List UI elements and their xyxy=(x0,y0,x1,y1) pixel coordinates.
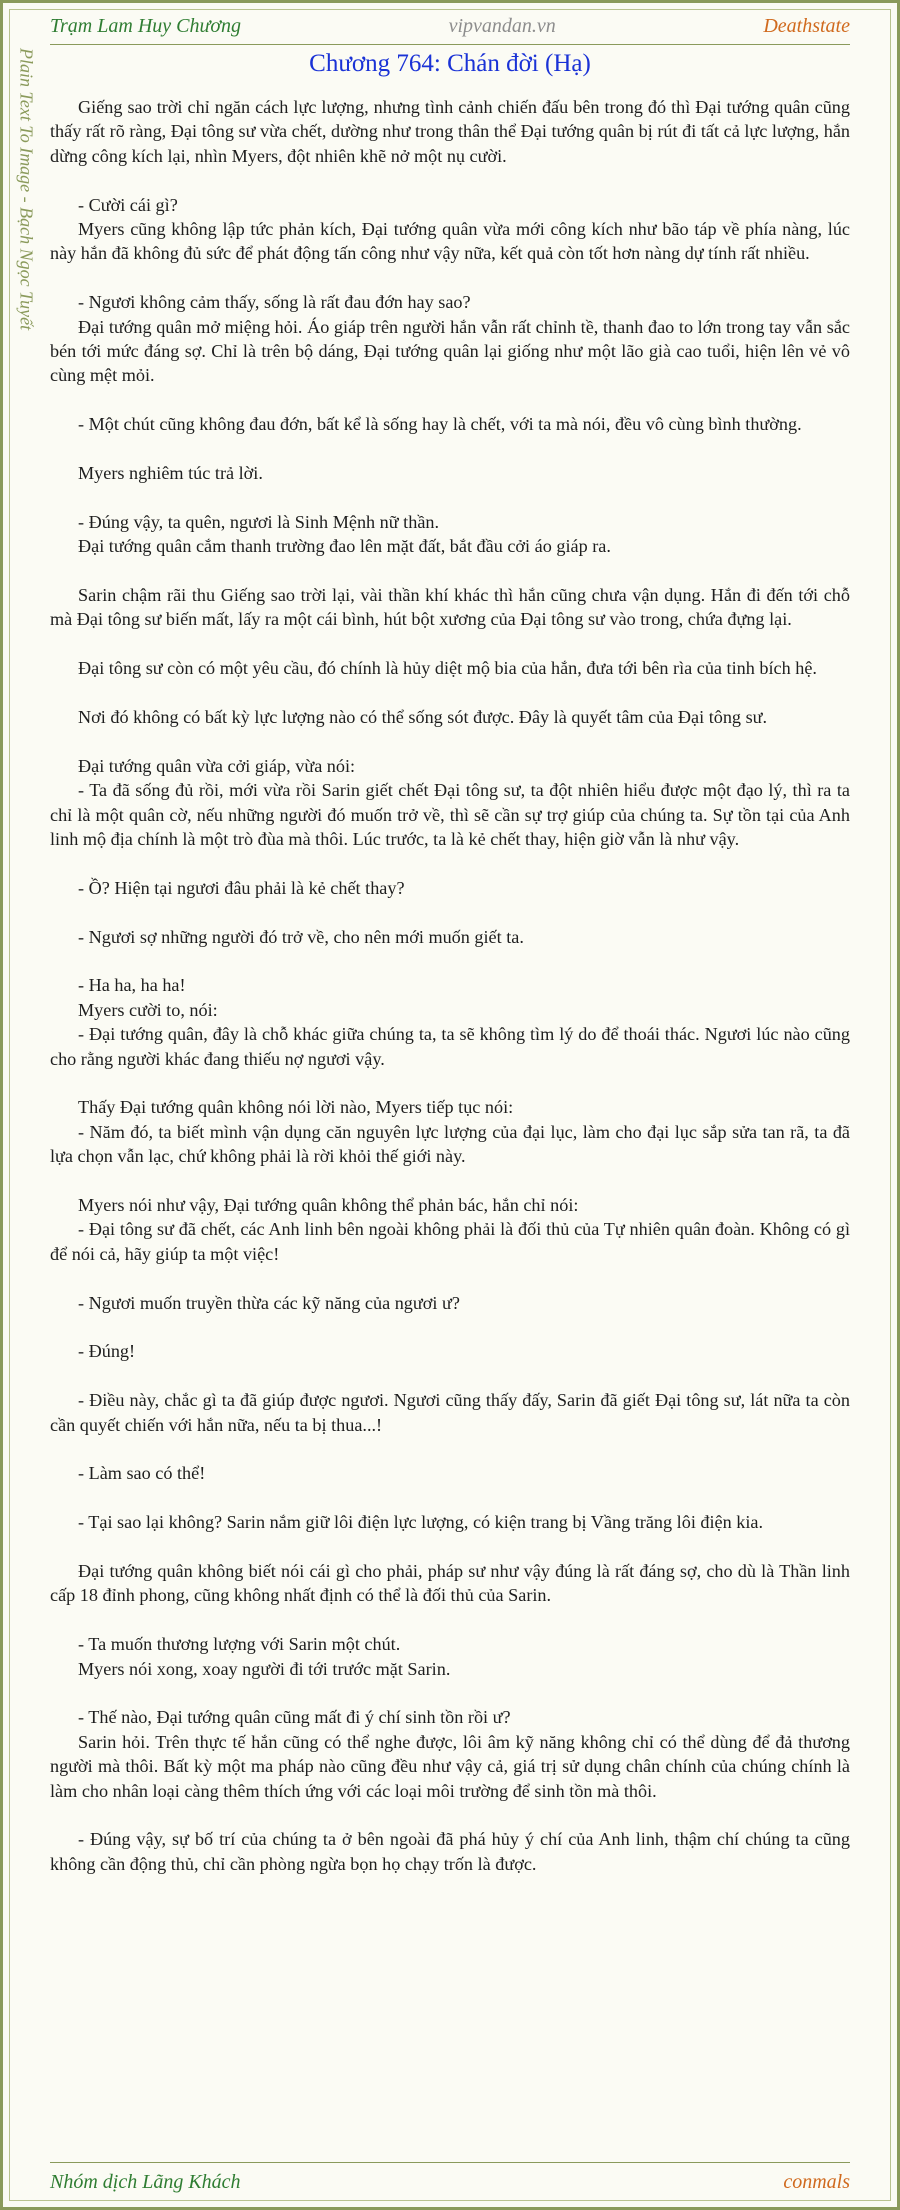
text-line: Myers cũng không lập tức phản kích, Đại tướng quân vừa mới công kích như bão táp về phía nàng, lúc này hắn đã không đủ sức để phát động tấn công như vậy nữa, kết quả còn tốt hơn nàng dự tính rất nhiều. xyxy=(50,219,850,264)
text-line: Đại tướng quân không biết nói cái gì cho phải, pháp sư như vậy đúng là rất đáng sợ, cho dù là Thần linh cấp 18 đỉnh phong, cũng không nhất định có thể là đối thủ của Sarin. xyxy=(50,1561,850,1606)
paragraph-block xyxy=(50,656,850,680)
text-line: - Ta đã sống đủ rồi, mới vừa rồi Sarin giết chết Đại tông sư, ta đột nhiên hiểu được một đạo lý, thì ra ta chỉ là một quân cờ, nếu những người đó muốn trở về, thì sẽ cần sự trợ giúp của chúng ta. Sự tồn tại của Anh linh mộ địa chính là một trò đùa mà thôi. Lúc trước, ta là kẻ chết thay, hiện giờ vẫn là như vậy. xyxy=(50,780,850,850)
paragraph-block xyxy=(50,412,850,436)
text-line: Myers nói xong, xoay người đi tới trước mặt Sarin. xyxy=(78,1658,451,1679)
text-line: - Đúng! xyxy=(78,1341,136,1362)
chapter-body xyxy=(50,95,850,1901)
text-line: - Thế nào, Đại tướng quân cũng mất đi ý chí sinh tồn rồi ư? xyxy=(78,1707,511,1728)
text-line: - Tại sao lại không? Sarin nắm giữ lôi điện lực lượng, có kiện trang bị Vầng trăng lôi điện kia. xyxy=(78,1512,764,1533)
paragraph-block xyxy=(50,925,850,949)
paragraph-block xyxy=(50,290,850,388)
paragraph-block xyxy=(50,1559,850,1608)
side-watermark xyxy=(8,48,44,408)
text-line: - Ngươi sợ những người đó trở về, cho nên mới muốn giết ta. xyxy=(78,926,524,947)
text-line: Giếng sao trời chỉ ngăn cách lực lượng, nhưng tình cảnh chiến đấu bên trong đó thì Đại tướng quân cũng thấy rất rõ ràng, Đại tông sư vừa chết, dường như trong thân thể Đại tướng quân bị rút đi tất cả lực lượng, hắn dừng công kích lại, nhìn Myers, đột nhiên khẽ nở một nụ cười. xyxy=(50,97,850,166)
paragraph-block xyxy=(50,1095,850,1168)
header-site: vipvandan.vn xyxy=(448,14,556,37)
text-line: Sarin hỏi. Trên thực tế hắn cũng có thể nghe được, lôi âm kỹ năng không chỉ có thể dùng để đả thương người mà thôi. Bất kỳ một ma pháp nào cũng đều như vậy cả, giá trị sử dụng chân chính của chúng chính là làm cho nhân loại càng thêm thích ứng với các loại môi trường để sinh tồn mà thôi. xyxy=(50,1731,850,1801)
text-line: - Đúng vậy, sự bố trí của chúng ta ở bên ngoài đã phá hủy ý chí của Anh linh, thậm chí chúng ta cũng không cần động thủ, chỉ cần phòng ngừa bọn họ chạy trốn là được. xyxy=(50,1829,850,1874)
text-line: - Năm đó, ta biết mình vận dụng căn nguyên lực lượng của đại lục, làm cho đại lục sắp sửa tan rã, ta đã lựa chọn vẫn lạc, chứ không phải là rời khỏi thế giới này. xyxy=(50,1121,850,1167)
text-line: - Ta muốn thương lượng với Sarin một chút. xyxy=(78,1634,401,1655)
side-watermark-text: Plain Text To Image - Bạch Ngọc Tuyết xyxy=(16,48,37,331)
text-line: - Ngươi không cảm thấy, sống là rất đau đớn hay sao? xyxy=(78,292,471,313)
chapter-title: Chương 764: Chán đời (Hạ) xyxy=(309,50,591,77)
text-line: - Đúng vậy, ta quên, ngươi là Sinh Mệnh nữ thần. xyxy=(78,511,440,532)
text-line: Đại tướng quân vừa cởi giáp, vừa nói: xyxy=(78,755,356,776)
page-footer xyxy=(50,2162,850,2201)
paragraph-block xyxy=(50,1339,850,1363)
text-line: - Cười cái gì? xyxy=(78,194,178,215)
text-line: - Đại tông sư đã chết, các Anh linh bên ngoài không phải là đối thủ của Tự nhiên quân đoàn. Không có gì để nói cả, hãy giúp ta một việc! xyxy=(50,1219,850,1264)
paragraph-block xyxy=(50,510,850,559)
header-author: Trạm Lam Huy Chương xyxy=(50,14,242,37)
paragraph-block xyxy=(50,1705,850,1803)
paragraph-block xyxy=(50,1510,850,1534)
text-line: Nơi đó không có bất kỳ lực lượng nào có thể sống sót được. Đây là quyết tâm của Đại tông sư. xyxy=(78,707,768,728)
text-line: - Ha ha, ha ha! xyxy=(78,975,186,996)
text-line: - Ồ? Hiện tại ngươi đâu phải là kẻ chết thay? xyxy=(78,877,405,898)
paragraph-block xyxy=(50,973,850,1071)
text-line: Myers nói như vậy, Đại tướng quân không thể phản bác, hắn chỉ nói: xyxy=(78,1195,579,1216)
paragraph-block xyxy=(50,754,850,852)
paragraph-block xyxy=(50,1632,850,1681)
text-line: - Ngươi muốn truyền thừa các kỹ năng của ngươi ư? xyxy=(78,1292,460,1313)
paragraph-block xyxy=(50,193,850,266)
paragraph-block xyxy=(50,1193,850,1266)
header-book-title: Deathstate xyxy=(763,14,850,37)
footer-username: conmals xyxy=(783,2170,850,2193)
text-line: Đại tướng quân mở miệng hỏi. Áo giáp trên người hắn vẫn rất chỉnh tề, thanh đao to lớn trong tay vẫn sắc bén tới mức đáng sợ. Chỉ là trên bộ dáng, Đại tướng quân lại giống như một lão già cao tuổi, hiện lên vẻ vô cùng mệt mỏi. xyxy=(50,316,850,386)
text-line: - Điều này, chắc gì ta đã giúp được ngươi. Ngươi cũng thấy đấy, Sarin đã giết Đại tông sư, lát nữa ta còn cần quyết chiến với hắn nữa, nếu ta bị thua...! xyxy=(50,1390,850,1435)
footer-translator-group: Nhóm dịch Lãng Khách xyxy=(50,2170,241,2193)
text-line: - Làm sao có thể! xyxy=(78,1463,206,1484)
paragraph-block xyxy=(50,705,850,729)
page-header xyxy=(50,8,850,45)
text-line: - Một chút cũng không đau đớn, bất kể là sống hay là chết, với ta mà nói, đều vô cùng bình thường. xyxy=(78,414,802,435)
text-line: Myers cười to, nói: xyxy=(78,999,218,1020)
paragraph-block xyxy=(50,876,850,900)
paragraph-block xyxy=(50,1827,850,1876)
paragraph-block xyxy=(50,583,850,632)
paragraph-block xyxy=(50,461,850,485)
paragraph-block xyxy=(50,1388,850,1437)
text-line: Myers nghiêm túc trả lời. xyxy=(78,463,263,484)
text-line: Sarin chậm rãi thu Giếng sao trời lại, vài thần khí khác thì hắn cũng chưa vận dụng. Hắn đi đến tới chỗ mà Đại tông sư biến mất, lấy ra một cái bình, hút bột xương của Đại tông sư vào trong, chứa đựng lại. xyxy=(50,585,850,630)
paragraph-block xyxy=(50,95,850,168)
paragraph-block xyxy=(50,1291,850,1315)
paragraph-block xyxy=(50,1461,850,1485)
text-line: Thấy Đại tướng quân không nói lời nào, Myers tiếp tục nói: xyxy=(78,1097,514,1118)
text-line: Đại tướng quân cắm thanh trường đao lên mặt đất, bắt đầu cởi áo giáp ra. xyxy=(78,536,611,557)
text-line: Đại tông sư còn có một yêu cầu, đó chính là hủy diệt mộ bia của hắn, đưa tới bên rìa của tinh bích hệ. xyxy=(78,658,817,679)
text-line: - Đại tướng quân, đây là chỗ khác giữa chúng ta, ta sẽ không tìm lý do để thoái thác. Ngươi lúc nào cũng cho rằng người khác đang thiếu nợ ngươi vậy. xyxy=(50,1024,850,1069)
